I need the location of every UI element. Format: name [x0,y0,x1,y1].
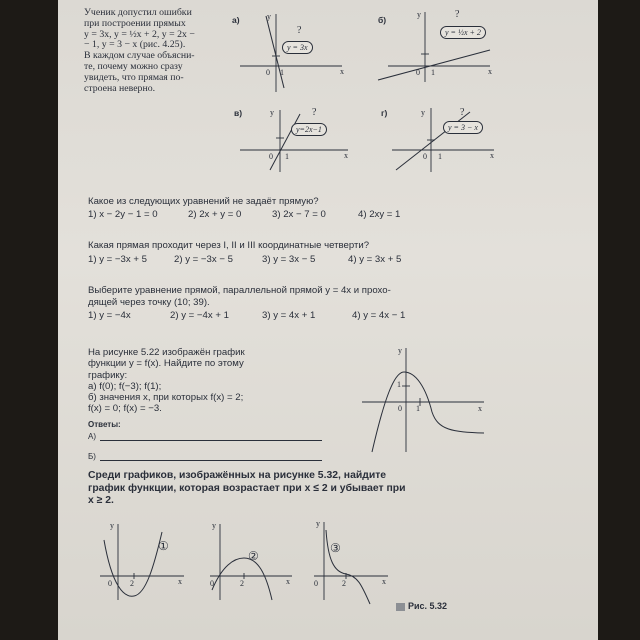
q4-option-1[interactable]: 1) y = −4x [88,310,131,321]
q3-option-1[interactable]: 1) y = −3x + 5 [88,254,147,265]
panel-a-x: x [340,67,344,76]
q2-option-4[interactable]: 4) 2xy = 1 [358,209,401,220]
panel-g-zero: 0 [423,152,427,161]
q4-option-4[interactable]: 4) y = 4x − 1 [352,310,406,321]
panel-b-zero: 0 [416,68,420,77]
panel-a-label: а) [232,15,240,25]
q2-option-1[interactable]: 1) x − 2y − 1 = 0 [88,209,158,220]
q2-question: Какое из следующих уравнений не задаёт прямую? [88,196,319,207]
q4-option-3[interactable]: 3) y = 4x + 1 [262,310,316,321]
q4-question: Выберите уравнение прямой, параллельной прямой y = 4x и прохо- дящей через точку (10; 39). [88,285,391,308]
panel-a-y: y [267,12,271,21]
panel-g-one: 1 [438,152,442,161]
q5-graph-y: y [398,346,402,355]
q6-graph-2-num: ② [248,549,259,563]
q5-answer-b-label: Б) [88,452,96,461]
q6-graph-3-two: 2 [342,579,346,588]
panel-b-formula: y = ½x + 2 [440,26,486,39]
panel-b-question: ? [455,9,460,20]
panel-v-formula: y=2x−1 [291,123,327,136]
q4-option-2[interactable]: 2) y = −4x + 1 [170,310,229,321]
panel-a-one: 1 [280,68,284,77]
panel-a-question: ? [297,25,302,36]
q5-graph-one-y: 1 [397,380,401,389]
q6-graph-1-y: y [110,521,114,530]
problem1-text: Ученик допустил ошибки при построении прямых y = 3x, y = ½x + 2, y = 2x − − 1, y = 3 − x (рис. 4.25). В каждом случае объясни- те, почему можно сразу увидеть, что прямая по- строена неверно. [84,7,195,94]
panel-g-y: y [421,108,425,117]
panel-v-y: y [270,108,274,117]
panel-v-question: ? [312,107,317,118]
q6-graph-1-zero: 0 [108,579,112,588]
q5-answer-a-line[interactable] [100,440,322,441]
q6-graph-1-num: ① [158,539,169,553]
panel-b-x: x [488,67,492,76]
q3-option-4[interactable]: 4) y = 3x + 5 [348,254,402,265]
q6-graph-2-x: x [286,577,290,586]
panel-g-formula: y = 3 − x [443,121,483,134]
q6-graph-2-two: 2 [240,579,244,588]
q5-answer-a-label: А) [88,432,96,441]
q5-text: На рисунке 5.22 изображён график функции y = f(x). Найдите по этому графику: a) f(0); f(−3); f(1); б) значения x, при которых f(x) = 2; f(x) = 0; f(x) = −3. [88,347,245,415]
panel-b-y: y [417,10,421,19]
worksheet-page [58,0,598,640]
q6-graph-3-y: y [316,519,320,528]
figure-caption: Рис. 5.32 [408,601,448,611]
q3-question: Какая прямая проходит через I, II и III координатные четверти? [88,240,370,251]
q6-graph-1-two: 2 [130,579,134,588]
panel-g-question: ? [460,107,465,118]
q6-text: Среди графиков, изображённых на рисунке 5.32, найдите график функции, которая возрастает при x ≤ 2 и убывает при x ≥ 2. [88,470,406,507]
panel-b-one: 1 [431,68,435,77]
q5-graph-zero: 0 [398,404,402,413]
q6-graph-3-num: ③ [330,541,341,555]
q5-answers-label: Ответы: [88,420,121,429]
q3-option-3[interactable]: 3) y = 3x − 5 [262,254,316,265]
q5-graph-one-x: 1 [416,404,420,413]
panel-v-one: 1 [285,152,289,161]
q6-graph-1-x: x [178,577,182,586]
q6-graph-3-x: x [382,577,386,586]
q2-option-2[interactable]: 2) 2x + y = 0 [188,209,242,220]
panel-a-zero: 0 [266,68,270,77]
q5-answer-b-line[interactable] [100,460,322,461]
panel-v-x: x [344,151,348,160]
panel-b-label: б) [378,15,387,25]
q6-graph-2-y: y [212,521,216,530]
panel-g-label: г) [381,108,388,118]
figure-marker-icon [396,603,405,611]
q6-graph-3 [0,0,1,1]
panel-v-label: в) [234,108,243,118]
q2-option-3[interactable]: 3) 2x − 7 = 0 [272,209,326,220]
q5-graph-x: x [478,404,482,413]
q3-option-2[interactable]: 2) y = −3x − 5 [174,254,233,265]
q6-graph-3-zero: 0 [314,579,318,588]
panel-g-x: x [490,151,494,160]
panel-v-zero: 0 [269,152,273,161]
panel-a-formula: y = 3x [282,41,313,54]
q6-graph-2-zero: 0 [210,579,214,588]
